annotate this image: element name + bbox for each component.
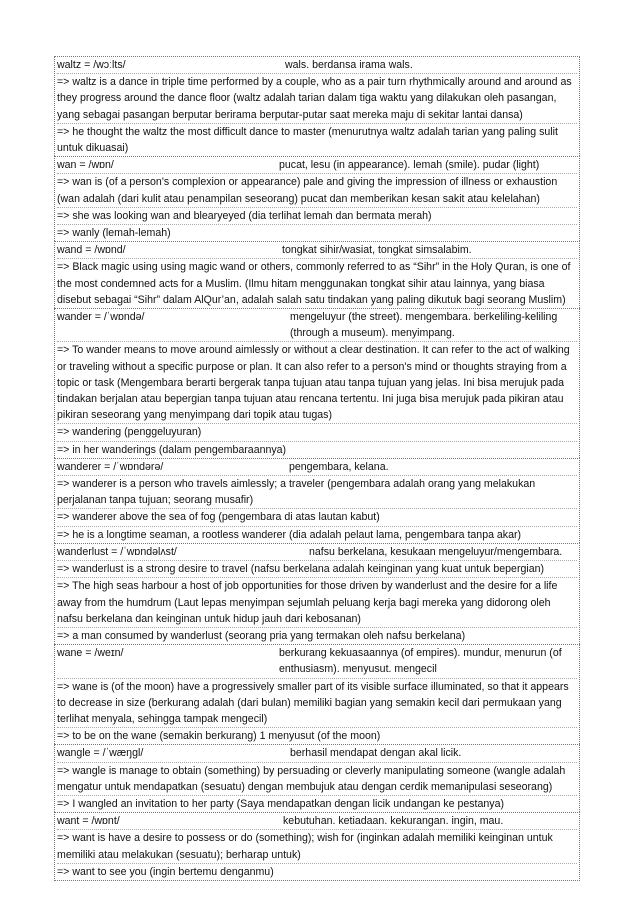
entry-example: => want to see you (ingin bertemu denganmu) [57,865,274,878]
entry-example: => he thought the waltz the most difficult dance to master (menurutnya waltz adalah tarian yang paling sulit untuk dikuasai) [57,125,558,155]
entry-heading [57,813,577,830]
entry-example: => wane is (of the moon) have a progressively smaller part of its visible surface illuminated, so that it appears to decrease in size (berkurang adalah (dari bulan) memiliki bagian yang semakin kecil dari permukaan yang terlihat menyala, sehingga tampak mengecil) [57,679,577,729]
entry-example: => Black magic using using magic wand or others, commonly referred to as “Sihr” in the Holy Quran, is one of the most condemned acts for a Muslim. (Ilmu hitam menggunakan tongkat sihir atau lainnya, yang biasa disebut sebagai “Sihr” dalam AlQur’an, adalah salah satu tindakan yang paling dikutuk bagi seorang Muslim) [57,261,571,306]
entry-translation: wals. berdansa irama wals. [285,59,413,71]
entry-example: => The high seas harbour a host of job opportunities for those driven by wanderlust and the desire for a life away from the humdrum (Laut lepas menyimpan sejumlah peluang kerja bagi mereka yang didorong oleh nafsu berkelana dan keinginan untuk hidup jauh dari kebosanan) [57,578,577,628]
glossary-entry [54,744,580,812]
entry-example: => wanderer above the sea of fog (pengembara di atas lautan kabut) [57,509,577,526]
glossary-entry [54,644,580,744]
entry-term: wane = /weɪn/ [57,647,124,660]
glossary-entry [54,56,580,156]
entry-term: waltz = /wɔːlts/ [57,59,126,71]
entry-translation: pengembara, kelana. [289,460,389,473]
entry-example: => want is have a desire to possess or do (something); wish for (inginkan adalah memiliki keinginan untuk memiliki atau melakukan (sesuatu); berharap untuk) [57,830,577,863]
entry-heading [57,157,577,174]
entry-term: wanderlust = /ˈwɒndəlʌst/ [57,545,177,558]
glossary-entry [54,156,580,241]
glossary-entry [54,241,580,308]
entry-example: => in her wanderings (dalam pengembaraannya) [57,443,287,456]
entry-translation: berkurang kekuasaannya (of empires). mundur, menurun (of enthusiasm). menyusut. mengecil [279,647,562,676]
entry-example: => she was looking wan and blearyeyed (dia terlihat lemah dan bermata merah) [57,208,577,225]
entry-heading [57,645,577,678]
glossary-entry [54,812,580,881]
entry-heading [57,745,577,762]
entry-example: => he is a longtime seaman, a rootless wanderer (dia adalah pelaut lama, pengembara tanpa akar) [57,528,522,541]
entry-heading [57,242,577,259]
entry-term: wand = /wɒnd/ [57,244,126,257]
entry-heading [57,459,577,476]
entry-translation: tongkat sihir/wasiat, tongkat simsalabim. [282,244,472,257]
glossary-entry [54,543,580,644]
entry-example: => wanderer is a person who travels aimlessly; a traveler (pengembara adalah orang yang melakukan perjalanan tanpa tujuan; seorang musafir) [57,476,577,509]
entry-example: => wanly (lemah-lemah) [57,227,171,240]
entry-heading [57,544,577,561]
entry-example: => a man consumed by wanderlust (seorang pria yang termakan oleh nafsu berkelana) [57,629,466,642]
entry-term: wanderer = /ˈwɒndərə/ [57,460,164,473]
entry-term: want = /wɒnt/ [57,815,120,828]
entry-heading [57,57,577,74]
entry-term: wan = /wɒn/ [57,159,114,172]
entry-term: wander = /ˈwɒndə/ [57,311,145,324]
entry-example: => wanderlust is a strong desire to travel (nafsu berkelana adalah keinginan yang kuat untuk bepergian) [57,561,577,578]
entry-translation: mengeluyur (the street). mengembara. berkeliling-keliling (through a museum). menyimpang. [290,311,558,340]
entry-term: wangle = /ˈwæŋɡl/ [57,747,144,760]
entry-example: => wandering (penggeluyuran) [57,424,577,441]
entry-example: => waltz is a dance in triple time performed by a couple, who as a pair turn rhythmically around and around as they progress around the dance floor (waltz adalah tarian dalam tiga waktu yang dilakukan oleh pasangan, yang sebagai pasangan berputar berirama berputar-putar saat mereka maju di sekitar lantai dansa) [57,74,577,124]
glossary-page [54,56,580,881]
entry-example: => I wangled an invitation to her party (Saya mendapatkan dengan licik undangan ke pestanya) [57,797,505,810]
entry-heading [57,309,577,342]
entry-translation: kebutuhan. ketiadaan. kekurangan. ingin, mau. [283,815,504,828]
entry-example: => to be on the wane (semakin berkurang) 1 menyusut (of the moon) [57,730,381,743]
entry-example: => wan is (of a person's complexion or appearance) pale and giving the impression of illness or exhaustion (wan adalah (dari kulit atau penampilan seseorang) pucat dan memberikan kesan sakit atau kelelahan) [57,174,577,207]
entry-translation: berhasil mendapat dengan akal licik. [290,747,462,760]
entry-translation: nafsu berkelana, kesukaan mengeluyur/mengembara. [309,545,563,558]
glossary-entry [54,308,580,458]
entry-example: => wangle is manage to obtain (something) by persuading or cleverly manipulating someone (wangle adalah mengatur untuk mendapatkan (sesuatu) dengan membujuk atau dengan cerdik memanipulasi seseorang) [57,763,577,796]
entry-example: => To wander means to move around aimlessly or without a clear destination. It can refer to the act of walking or traveling without a specific purpose or plan. It can also refer to a person's mind or thoughts straying from a topic or task (Mengembara berarti bergerak tanpa tujuan atau tanpa tujuan yang jelas. Ini bisa merujuk pada tindakan berjalan atau bepergian tanpa tujuan atau rencana tertentu. Ini juga bisa merujuk pada pikiran atau pikiran seseorang yang menyimpang dari topik atau tugas) [57,342,577,424]
entry-translation: pucat, lesu (in appearance). lemah (smile). pudar (light) [279,159,540,172]
glossary-entry [54,458,580,543]
